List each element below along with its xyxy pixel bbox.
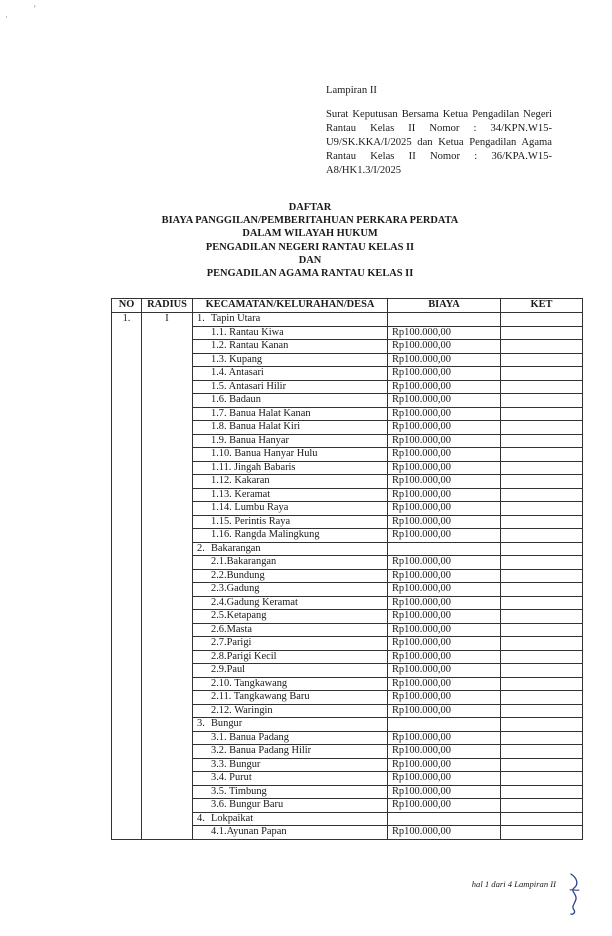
biaya-cell (388, 718, 501, 732)
kecamatan-name: Bungur (211, 718, 243, 729)
ket-cell (501, 340, 583, 354)
header-kecamatan: KECAMATAN/KELURAHAN/DESA (193, 299, 388, 313)
desa-name-cell: 1.7. Banua Halat Kanan (193, 407, 388, 421)
biaya-cell: Rp100.000,00 (388, 583, 501, 597)
biaya-cell: Rp100.000,00 (388, 529, 501, 543)
biaya-cell: Rp100.000,00 (388, 488, 501, 502)
desa-name-cell: 3.5. Timbung (193, 785, 388, 799)
biaya-cell: Rp100.000,00 (388, 326, 501, 340)
desa-name-cell: 1.9. Banua Hanyar (193, 434, 388, 448)
biaya-cell: Rp100.000,00 (388, 340, 501, 354)
page-footer: hal 1 dari 4 Lampiran II (471, 879, 556, 889)
ket-cell (501, 556, 583, 570)
ket-cell (501, 677, 583, 691)
desa-name-cell: 1.8. Banua Halat Kiri (193, 421, 388, 435)
desa-name-cell: 1.10. Banua Hanyar Hulu (193, 448, 388, 462)
signature-initial-mark (568, 872, 582, 916)
desa-name-cell: 2.9.Paul (193, 664, 388, 678)
heading-line: DAN (298, 254, 322, 266)
desa-name-cell: 2.11. Tangkawang Baru (193, 691, 388, 705)
ket-cell (501, 650, 583, 664)
biaya-cell: Rp100.000,00 (388, 434, 501, 448)
ket-cell (501, 610, 583, 624)
desa-name-cell: 1.4. Antasari (193, 367, 388, 381)
attachment-reference (326, 84, 552, 178)
kecamatan-name: Tapin Utara (211, 313, 261, 324)
heading-line: DALAM WILAYAH HUKUM (242, 228, 378, 240)
kecamatan-name-cell (193, 542, 388, 556)
desa-name-cell: 1.16. Rangda Malingkung (193, 529, 388, 543)
kecamatan-number: 1. (197, 313, 205, 324)
header-no: NO (112, 299, 142, 313)
biaya-cell: Rp100.000,00 (388, 407, 501, 421)
biaya-cell: Rp100.000,00 (388, 623, 501, 637)
header-ket: KET (501, 299, 583, 313)
desa-name-cell: 3.6. Bungur Baru (193, 799, 388, 813)
biaya-cell: Rp100.000,00 (388, 556, 501, 570)
biaya-cell: Rp100.000,00 (388, 772, 501, 786)
kecamatan-number: 4. (197, 812, 205, 824)
biaya-cell: Rp100.000,00 (388, 353, 501, 367)
desa-name-cell: 1.1. Rantau Kiwa (193, 326, 388, 340)
ket-cell (501, 407, 583, 421)
ket-cell (501, 421, 583, 435)
ket-cell (501, 434, 583, 448)
desa-name-cell: 2.2.Bundung (193, 569, 388, 583)
ket-cell (501, 745, 583, 759)
biaya-cell: Rp100.000,00 (388, 799, 501, 813)
desa-name-cell: 1.13. Keramat (193, 488, 388, 502)
kecamatan-name: Bakarangan (211, 542, 261, 554)
ket-cell (501, 448, 583, 462)
biaya-cell: Rp100.000,00 (388, 610, 501, 624)
biaya-cell (388, 542, 501, 556)
desa-name-cell: 2.10. Tangkawang (193, 677, 388, 691)
desa-name-cell: 2.8.Parigi Kecil (193, 650, 388, 664)
fee-table (111, 298, 583, 840)
kecamatan-number: 2. (197, 542, 205, 554)
ket-cell (501, 596, 583, 610)
biaya-cell: Rp100.000,00 (388, 394, 501, 408)
desa-name-cell: 1.5. Antasari Hilir (193, 380, 388, 394)
biaya-cell: Rp100.000,00 (388, 367, 501, 381)
biaya-cell: Rp100.000,00 (388, 515, 501, 529)
ket-cell (501, 718, 583, 732)
biaya-cell: Rp100.000,00 (388, 758, 501, 772)
kecamatan-name-cell (193, 718, 388, 732)
kecamatan-row (112, 313, 583, 327)
ket-cell (501, 394, 583, 408)
desa-name-cell: 3.1. Banua Padang (193, 731, 388, 745)
biaya-cell: Rp100.000,00 (388, 704, 501, 718)
biaya-cell: Rp100.000,00 (388, 637, 501, 651)
document-heading (90, 201, 530, 280)
header-biaya: BIAYA (388, 299, 501, 313)
desa-name-cell: 1.6. Badaun (193, 394, 388, 408)
scan-dot-mark: · (5, 12, 8, 22)
desa-name-cell: 3.4. Purut (193, 772, 388, 786)
biaya-cell: Rp100.000,00 (388, 664, 501, 678)
header-radius: RADIUS (142, 299, 193, 313)
biaya-cell: Rp100.000,00 (388, 380, 501, 394)
biaya-cell: Rp100.000,00 (388, 596, 501, 610)
ket-cell (501, 326, 583, 340)
table-body (112, 313, 583, 840)
attachment-decree-text: Surat Keputusan Bersama Ketua Pengadilan Negeri Rantau Kelas II Nomor : 34/KPN.W15-U9/SK.KKA/I/2025 dan Ketua Pengadilan Agama Rantau Kelas II Nomor : 36/KPA.W15-A8/HK1.3/I/2025 (326, 109, 552, 176)
heading-line: PENGADILAN AGAMA RANTAU KELAS II (206, 268, 414, 280)
kecamatan-number: 3. (197, 718, 205, 729)
ket-cell (501, 664, 583, 678)
ket-cell (501, 488, 583, 502)
desa-name-cell: 2.12. Waringin (193, 704, 388, 718)
biaya-cell: Rp100.000,00 (388, 785, 501, 799)
biaya-cell (388, 313, 501, 327)
biaya-cell: Rp100.000,00 (388, 745, 501, 759)
ket-cell (501, 515, 583, 529)
desa-name-cell: 2.1.Bakarangan (193, 556, 388, 570)
desa-name-cell: 2.3.Gadung (193, 583, 388, 597)
table-header-row (112, 299, 583, 313)
ket-cell (501, 772, 583, 786)
ket-cell (501, 353, 583, 367)
ket-cell (501, 529, 583, 543)
biaya-cell: Rp100.000,00 (388, 569, 501, 583)
ket-cell (501, 583, 583, 597)
desa-name-cell: 1.11. Jingah Babaris (193, 461, 388, 475)
biaya-cell: Rp100.000,00 (388, 826, 501, 840)
desa-name-cell: 4.1.Ayunan Papan (193, 826, 388, 840)
ket-cell (501, 380, 583, 394)
ket-cell (501, 799, 583, 813)
ket-cell (501, 542, 583, 556)
row-number-cell: 1. (112, 313, 142, 840)
radius-cell: I (142, 313, 193, 840)
ket-cell (501, 758, 583, 772)
desa-name-cell: 1.3. Kupang (193, 353, 388, 367)
scan-tick-mark: ' (34, 4, 36, 14)
biaya-cell: Rp100.000,00 (388, 448, 501, 462)
ket-cell (501, 691, 583, 705)
desa-name-cell: 2.5.Ketapang (193, 610, 388, 624)
ket-cell (501, 502, 583, 516)
biaya-cell: Rp100.000,00 (388, 461, 501, 475)
biaya-cell: Rp100.000,00 (388, 677, 501, 691)
kecamatan-name-cell (193, 313, 388, 327)
kecamatan-name-cell (193, 812, 388, 826)
desa-name-cell: 2.6.Masta (193, 623, 388, 637)
desa-name-cell: 2.4.Gadung Keramat (193, 596, 388, 610)
desa-name-cell: 1.15. Perintis Raya (193, 515, 388, 529)
ket-cell (501, 313, 583, 327)
desa-name-cell: 3.2. Banua Padang Hilir (193, 745, 388, 759)
ket-cell (501, 704, 583, 718)
desa-name-cell: 1.14. Lumbu Raya (193, 502, 388, 516)
biaya-cell: Rp100.000,00 (388, 650, 501, 664)
biaya-cell: Rp100.000,00 (388, 731, 501, 745)
heading-line: DAFTAR (288, 202, 332, 213)
ket-cell (501, 785, 583, 799)
ket-cell (501, 475, 583, 489)
heading-line: PENGADILAN NEGERI RANTAU KELAS II (205, 241, 415, 253)
biaya-cell: Rp100.000,00 (388, 475, 501, 489)
ket-cell (501, 826, 583, 840)
desa-name-cell: 1.2. Rantau Kanan (193, 340, 388, 354)
heading-line: BIAYA PANGGILAN/PEMBERITAHUAN PERKARA PERDATA (161, 215, 459, 227)
ket-cell (501, 461, 583, 475)
biaya-cell (388, 812, 501, 826)
ket-cell (501, 623, 583, 637)
attachment-title: Lampiran II (326, 85, 377, 96)
desa-name-cell: 2.7.Parigi (193, 637, 388, 651)
biaya-cell: Rp100.000,00 (388, 502, 501, 516)
ket-cell (501, 731, 583, 745)
biaya-cell: Rp100.000,00 (388, 421, 501, 435)
biaya-cell: Rp100.000,00 (388, 691, 501, 705)
ket-cell (501, 367, 583, 381)
kecamatan-name: Lokpaikat (211, 812, 254, 824)
ket-cell (501, 812, 583, 826)
ket-cell (501, 637, 583, 651)
desa-name-cell: 1.12. Kakaran (193, 475, 388, 489)
ket-cell (501, 569, 583, 583)
desa-name-cell: 3.3. Bungur (193, 758, 388, 772)
